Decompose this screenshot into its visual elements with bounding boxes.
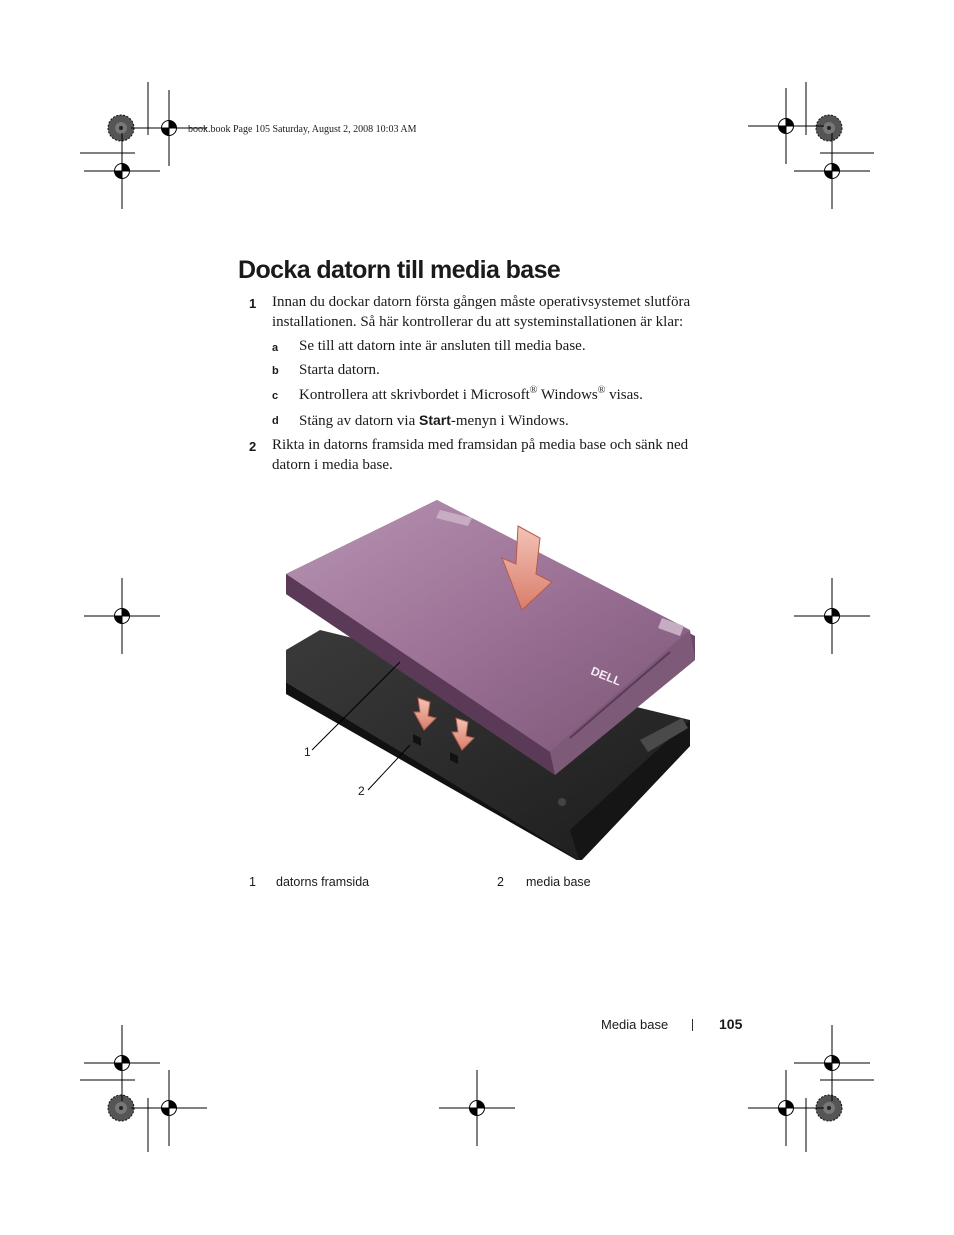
step-number: 1 <box>249 296 257 311</box>
step-number: 2 <box>249 439 257 454</box>
page-title: Docka datorn till media base <box>238 256 561 284</box>
step-text-line: installationen. Så här kontrollerar du att systeminstallationen är klar: <box>272 313 684 330</box>
substep-text: Kontrollera att skrivbordet i Microsoft® Windows® visas. <box>299 385 643 403</box>
page-number: 105 <box>719 1016 743 1032</box>
registered-mark: ® <box>597 385 606 396</box>
docking-illustration <box>250 490 710 860</box>
step-text <box>272 293 690 332</box>
print-header: book.book Page 105 Saturday, August 2, 2008 10:03 AM <box>188 124 417 135</box>
substep-letter: c <box>272 390 279 402</box>
substep-text: Stäng av datorn via Start-menyn i Windows. <box>299 412 569 429</box>
substep-letter: a <box>272 342 279 354</box>
step-text-line: datorn i media base. <box>272 456 393 473</box>
caption-text: media base <box>526 875 591 889</box>
footer-separator <box>692 1019 693 1031</box>
caption-text: datorns framsida <box>276 875 370 889</box>
step-text-line: Innan du dockar datorn första gången måste operativsystemet slutföra <box>272 294 691 310</box>
dell-logo: DELL <box>588 663 624 689</box>
color-bar-icon <box>108 115 134 141</box>
step-text <box>272 436 688 475</box>
registered-mark: ® <box>529 385 538 396</box>
callout-label-1: 1 <box>304 745 311 759</box>
caption-number: 2 <box>497 875 504 889</box>
substep-letter: b <box>272 365 279 377</box>
substep-letter: d <box>272 415 279 427</box>
callout-label-2: 2 <box>358 784 365 798</box>
footer-section: Media base <box>601 1017 669 1032</box>
start-menu-label: Start <box>418 412 451 428</box>
substep-text: Starta datorn. <box>299 362 380 378</box>
step-text-line: Rikta in datorns framsida med framsidan på media base och sänk ned <box>272 437 689 453</box>
caption-number: 1 <box>249 875 256 889</box>
substep-text: Se till att datorn inte är ansluten till media base. <box>299 338 586 354</box>
